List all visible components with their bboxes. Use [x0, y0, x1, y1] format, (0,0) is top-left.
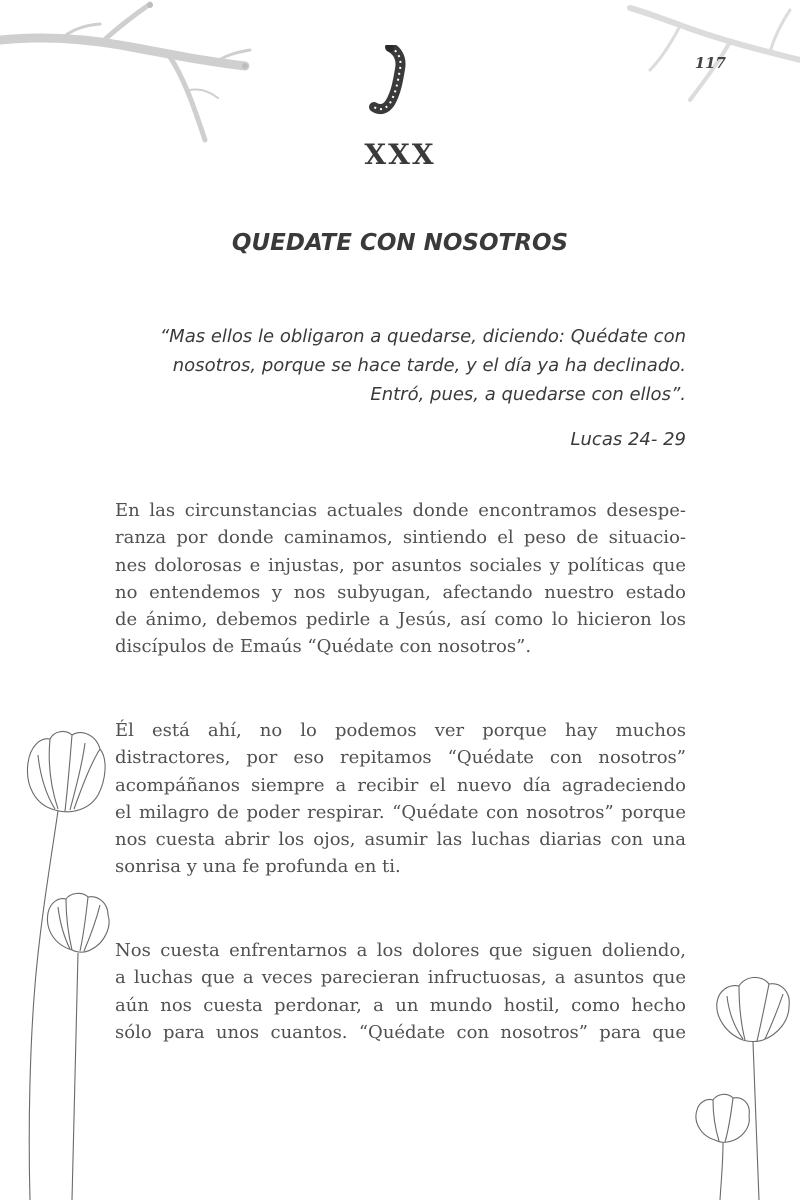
paragraph-line: el milagro de poder respirar. “Quédate con nosotros” porque [115, 801, 686, 823]
chapter-title: QUEDATE CON NOSOTROS [231, 230, 569, 256]
paragraph-line: En las circunstancias actuales donde encontramos desespe- [115, 500, 686, 521]
poppy-flowers-illustration [10, 725, 120, 1200]
paragraph-line: sólo para unos cuantos. “Quédate con nosotros” para que [115, 1021, 686, 1043]
paragraph-line: distractores, por eso repitamos “Quédate con nosotros” [115, 747, 686, 769]
bible-citation: Lucas 24- 29 [570, 429, 686, 450]
body-paragraph [115, 937, 686, 1046]
paragraph-line: nos cuesta abrir los ojos, asumir las luchas diarias con una [115, 829, 686, 851]
paragraph-line: de ánimo, debemos pedirle a Jesús, así como lo hicieron los [115, 609, 686, 631]
paragraph-line: ranza por donde caminamos, sintiendo el peso de situacio- [115, 527, 686, 549]
branch-illustration [0, 0, 280, 150]
caterpillar-illustration [368, 45, 418, 115]
epigraph-line: “Mas ellos le obligaron a quedarse, diciendo: Quédate con [159, 326, 686, 347]
paragraph-line: a luchas que a veces parecieran infructuosas, a asuntos que [115, 967, 686, 989]
paragraph-line: Él está ahí, no lo podemos ver porque hay muchos [115, 720, 686, 741]
epigraph-line: Entró, pues, a quedarse con ellos”. [370, 384, 686, 405]
chapter-number: XXX [364, 138, 436, 171]
paragraph-line: acompáñanos siempre a recibir el nuevo día agradeciendo [115, 774, 686, 796]
paragraph-line: aún nos cuesta perdonar, a un mundo hostil, como hecho [115, 994, 686, 1016]
paragraph-line: Nos cuesta enfrentarnos a los dolores que siguen doliendo, [115, 940, 686, 961]
page-number: 117 [694, 54, 726, 72]
paragraph-line: sonrisa y una fe profunda en ti. [115, 856, 401, 878]
paragraph-line: discípulos de Emaús “Quédate con nosotros”. [115, 636, 532, 658]
paragraph-line: no entendemos y nos subyugan, afectando nuestro estado [115, 581, 686, 603]
body-paragraph [115, 717, 686, 881]
poppy-flowers-illustration [685, 968, 795, 1200]
epigraph-line: nosotros, porque se hace tarde, y el día ya ha declinado. [172, 355, 686, 376]
body-paragraph [115, 497, 686, 661]
paragraph-line: nes dolorosas e injustas, por asuntos sociales y políticas que [115, 554, 686, 576]
epigraph-quote [126, 322, 686, 409]
